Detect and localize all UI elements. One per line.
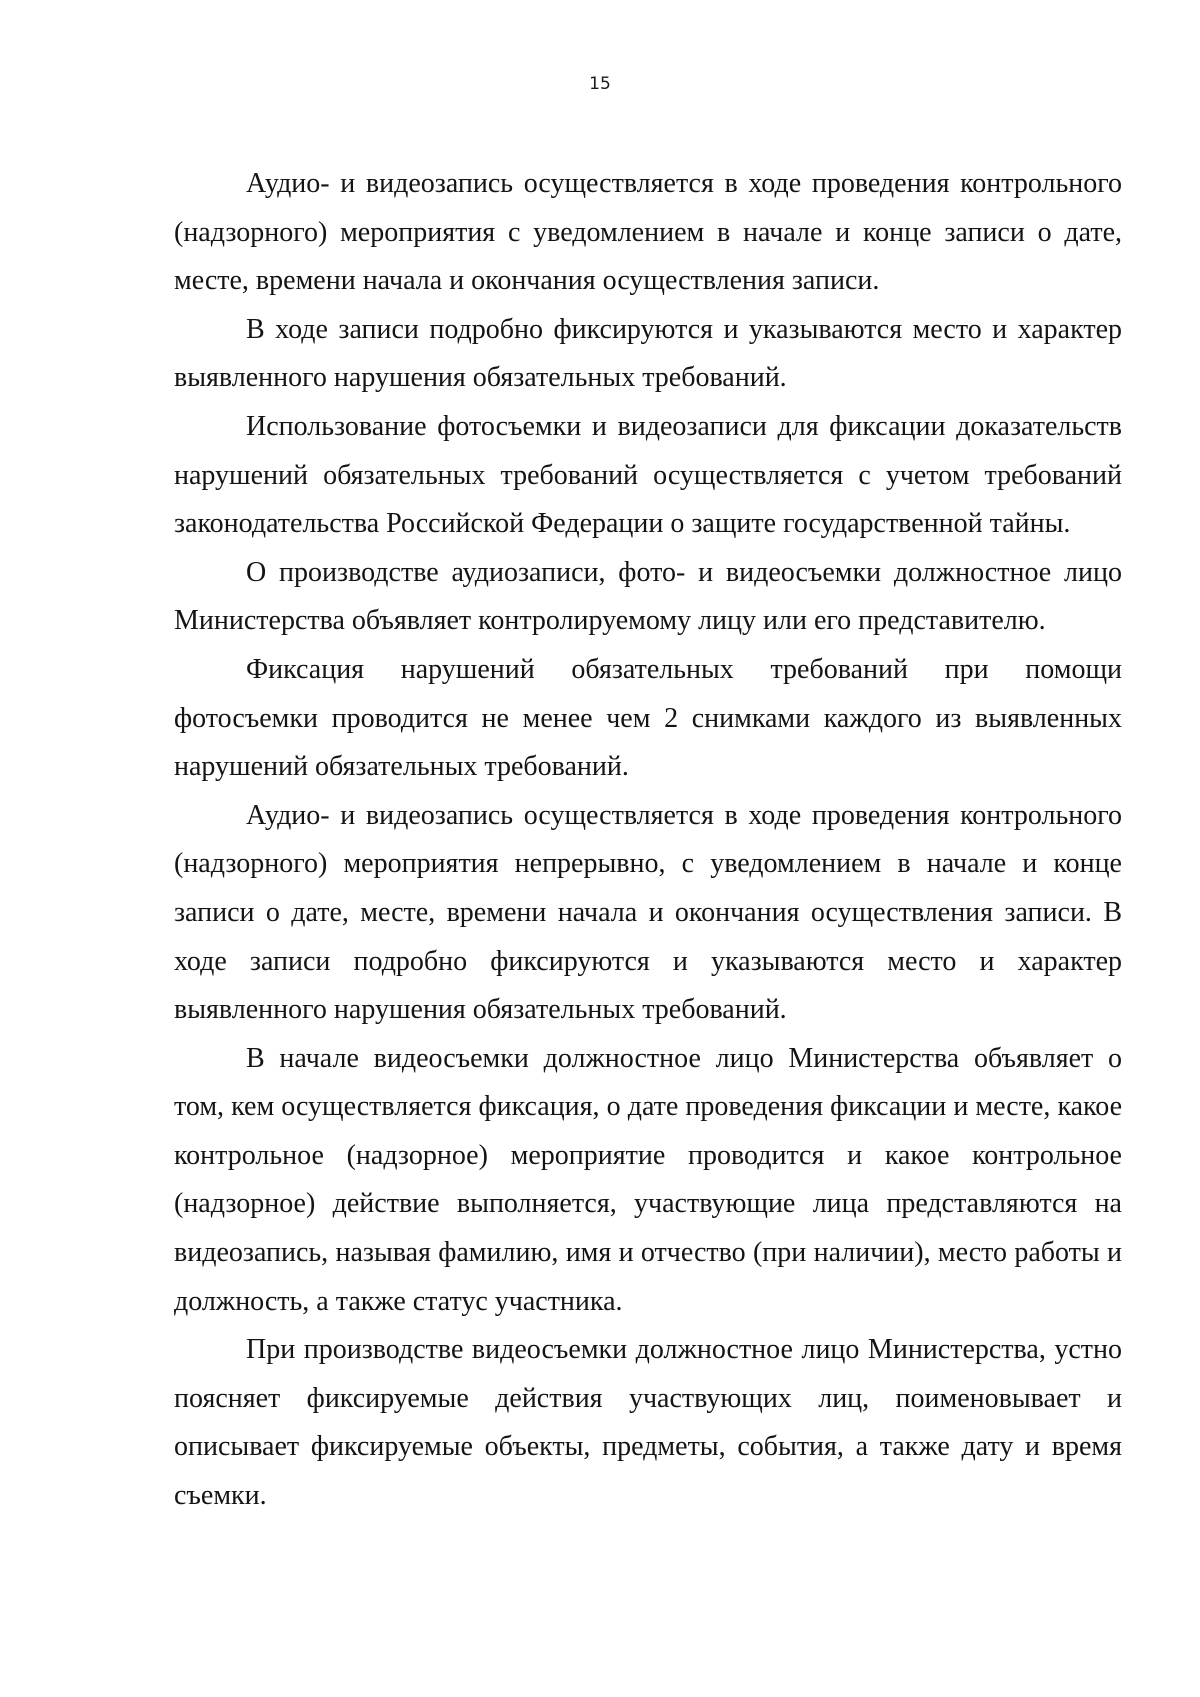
paragraph-8: При производстве видеосъемки должностное лицо Министерства, устно поясняет фиксируемые действия участвующих лиц, поименовывает и описывает фиксируемые объекты, предметы, события, а также дату и время съемки. (174, 1334, 1122, 1512)
document-body (174, 160, 1122, 1521)
paragraph-2: В ходе записи подробно фиксируются и указываются место и характер выявленного нарушения обязательных требований. (174, 313, 1122, 394)
paragraph-3: Использование фотосъемки и видеозаписи для фиксации доказательств нарушений обязательных требований осуществляется с учетом требований законодательства Российской Федерации о защите государственной тайны. (174, 410, 1122, 540)
paragraph-5: Фиксация нарушений обязательных требований при помощи фотосъемки проводится не менее чем 2 снимками каждого из выявленных нарушений обязательных требований. (174, 653, 1122, 783)
page-number: 15 (589, 74, 611, 94)
paragraph-7: В начале видеосъемки должностное лицо Министерства объявляет о том, кем осуществляется фиксация, о дате проведения фиксации и месте, какое контрольное (надзорное) мероприятие проводится и какое контрольное (надзорное) действие выполняется, участвующие лица представляются на видеозапись, называя фамилию, имя и отчество (при наличии), место работы и должность, а также статус участника. (174, 1042, 1122, 1317)
paragraph-1: Аудио- и видеозапись осуществляется в ходе проведения контрольного (надзорного) мероприятия с уведомлением в начале и конце записи о дате, месте, времени начала и окончания осуществления записи. (174, 168, 1122, 297)
paragraph-4: О производстве аудиозаписи, фото- и видеосъемки должностное лицо Министерства объявляет контролируемому лицу или его представителю. (174, 556, 1122, 637)
paragraph-6: Аудио- и видеозапись осуществляется в ходе проведения контрольного (надзорного) мероприятия непрерывно, с уведомлением в начале и конце записи о дате, месте, времени начала и окончания осуществления записи. В ходе записи подробно фиксируются и указываются место и характер выявленного нарушения обязательных требований. (174, 799, 1122, 1026)
